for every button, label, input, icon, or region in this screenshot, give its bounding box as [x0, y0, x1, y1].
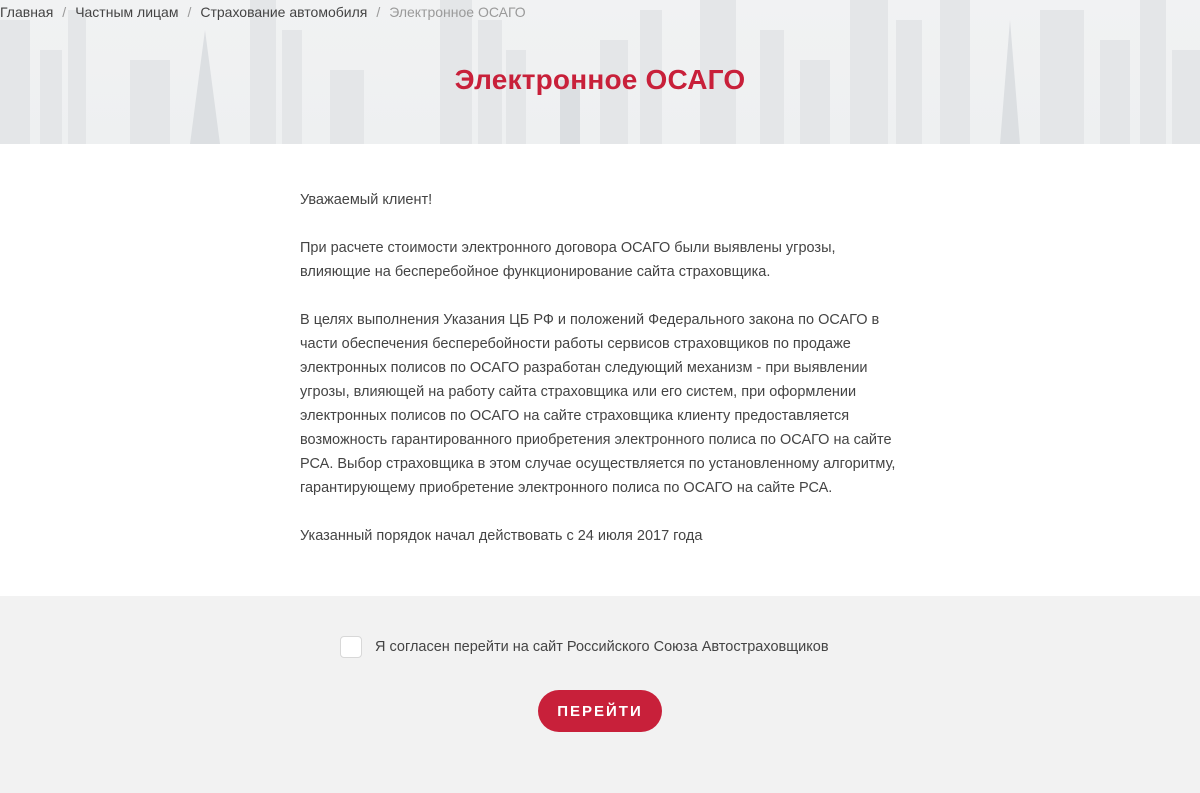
page-title: Электронное ОСАГО — [454, 64, 746, 95]
consent-checkbox[interactable] — [340, 636, 362, 658]
hero-banner — [0, 0, 1200, 144]
consent-row[interactable] — [340, 636, 829, 658]
breadcrumb-home[interactable]: Главная — [0, 4, 54, 20]
breadcrumb-current: Электронное ОСАГО — [389, 4, 526, 20]
breadcrumb-separator: / — [376, 4, 381, 20]
consent-section — [0, 596, 1200, 793]
breadcrumb-car-insurance[interactable]: Страхование автомобиля — [200, 4, 368, 20]
breadcrumb-private-persons[interactable]: Частным лицам — [75, 4, 179, 20]
breadcrumb-separator: / — [62, 4, 67, 20]
breadcrumb-separator: / — [187, 4, 192, 20]
threat-paragraph: При расчете стоимости электронного договора ОСАГО были выявлены угрозы, влияющие на бесперебойное функционирование сайта страховщика. — [300, 240, 836, 280]
effective-date-paragraph: Указанный порядок начал действовать с 24 июля 2017 года — [300, 528, 703, 544]
breadcrumb — [0, 4, 526, 20]
go-button[interactable]: ПЕРЕЙТИ — [538, 690, 662, 732]
greeting-paragraph: Уважаемый клиент! — [300, 192, 433, 208]
mechanism-paragraph: В целях выполнения Указания ЦБ РФ и положений Федерального закона по ОСАГО в части обеспечения бесперебойности работы сервисов страховщиков по продаже электронных полисов по ОСАГО разработан следующий механизм - при выявлении угрозы, влияющей на работу сайта страховщика или его систем, при оформлении электронных полисов по ОСАГО на сайте страховщика клиенту предоставляется возможность гарантированного приобретения электронного полиса по ОСАГО на сайте РСА. Выбор страховщика в этом случае осуществляется по установленному алгоритму, гарантирующему приобретение электронного полиса по ОСАГО на сайте РСА. — [300, 312, 896, 496]
notice-text — [300, 188, 910, 548]
consent-label: Я согласен перейти на сайт Российского Союза Автостраховщиков — [375, 639, 829, 655]
main-content — [0, 144, 1200, 596]
